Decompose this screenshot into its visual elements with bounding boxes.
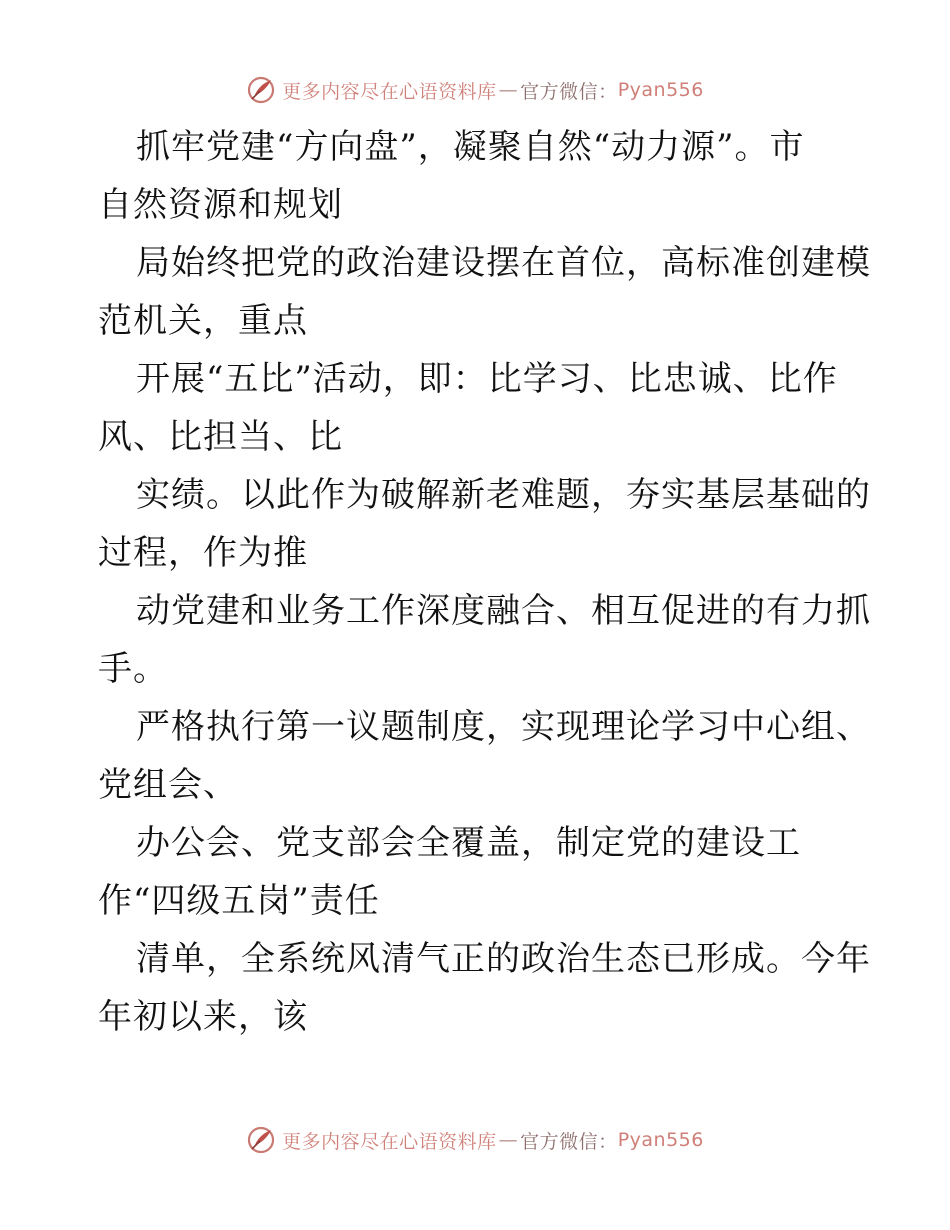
text-line: 严格执行第一议题制度，实现理论学习中心组、 bbox=[136, 707, 871, 747]
text-line: 过程，作为推 bbox=[98, 533, 308, 573]
feather-logo-icon bbox=[246, 1125, 276, 1155]
document-body bbox=[98, 118, 871, 1046]
text-line: 开展“五比”活动，即：比学习、比忠诚、比作 bbox=[136, 359, 838, 399]
text-line: 年初以来，该 bbox=[98, 997, 308, 1037]
watermark-wechat-label: 官方微信： bbox=[520, 1130, 618, 1153]
text-line: 实绩。以此作为破解新老难题，夯实基层基础的 bbox=[136, 475, 871, 515]
watermark-brand: 更多内容尽在心语资料库 bbox=[282, 80, 497, 103]
text-line: 党组会、 bbox=[98, 765, 238, 805]
watermark-dash: — bbox=[498, 1129, 519, 1151]
text-line: 办公会、党支部会全覆盖，制定党的建设工 bbox=[136, 823, 801, 863]
watermark-wechat-label: 官方微信： bbox=[520, 80, 618, 103]
text-line: 自然资源和规划 bbox=[98, 185, 343, 225]
watermark-wechat-id: Pyan556 bbox=[617, 79, 704, 101]
text-line: 清单，全系统风清气正的政治生态已形成。今年 bbox=[136, 939, 871, 979]
text-line: 作“四级五岗”责任 bbox=[98, 881, 380, 921]
text-line: 范机关，重点 bbox=[98, 301, 308, 341]
footer-watermark bbox=[0, 1120, 950, 1160]
watermark-dash: — bbox=[498, 79, 519, 101]
text-line: 动党建和业务工作深度融合、相互促进的有力抓 bbox=[136, 591, 871, 631]
text-line: 抓牢党建“方向盘”，凝聚自然“动力源”。市 bbox=[136, 127, 805, 167]
text-line: 局始终把党的政治建设摆在首位，高标准创建模 bbox=[136, 243, 871, 283]
text-line: 手。 bbox=[98, 649, 168, 689]
watermark-brand: 更多内容尽在心语资料库 bbox=[282, 1130, 497, 1153]
text-line: 风、比担当、比 bbox=[98, 417, 343, 457]
header-watermark bbox=[0, 70, 950, 110]
feather-logo-icon bbox=[246, 75, 276, 105]
watermark-wechat-id: Pyan556 bbox=[617, 1129, 704, 1151]
